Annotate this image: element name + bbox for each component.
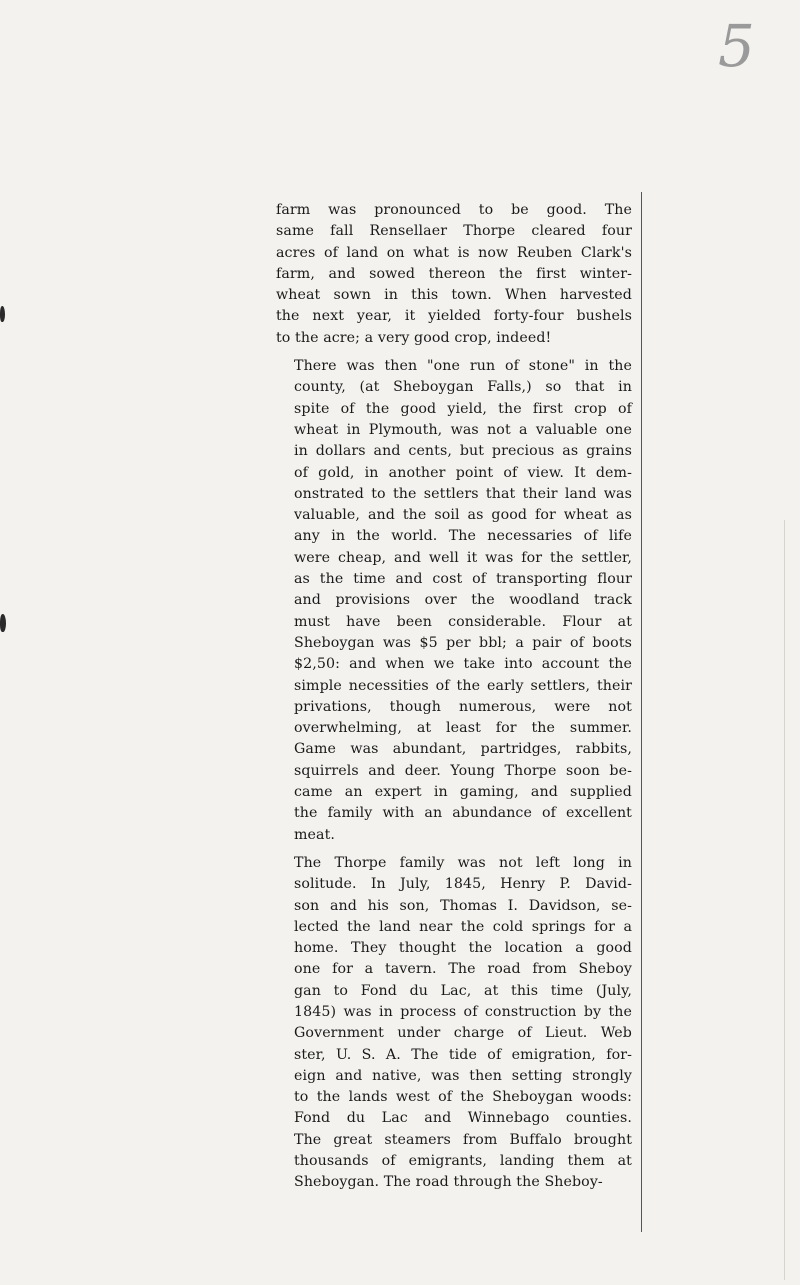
article-line: Game was abundant, partridges, rabbits, <box>294 741 632 758</box>
article-line: Sheboygan. The road through the Sheboy- <box>294 1174 603 1191</box>
article-line: Sheboygan was $5 per bbl; a pair of boots <box>294 634 632 651</box>
article-line: meat. <box>294 826 336 843</box>
article-line: squirrels and deer. Young Thorpe soon be- <box>294 762 632 779</box>
article-line: $2,50: and when we take into account the <box>294 656 632 673</box>
article-line: 1845) was in process of construction by the <box>294 1003 632 1020</box>
article-line: of gold, in another point of view. It dem- <box>294 464 632 481</box>
margin-ink-mark <box>0 306 5 322</box>
article-line: ster, U. S. A. The tide of emigration, for- <box>294 1046 632 1063</box>
margin-ink-mark <box>0 614 6 632</box>
article-line: son and his son, Thomas I. Davidson, se- <box>294 897 632 914</box>
article-line: the next year, it yielded forty-four bushels <box>276 308 632 325</box>
article-line: simple necessities of the early settlers, their <box>294 677 632 694</box>
article-line: home. They thought the location a good <box>294 940 632 957</box>
article-line: thousands of emigrants, landing them at <box>294 1153 632 1170</box>
article-line: farm, and sowed thereon the first winter- <box>276 265 632 282</box>
article-line: eign and native, was then setting strongly <box>294 1067 632 1084</box>
page-number-text: 5 <box>718 12 755 78</box>
article-line: farm was pronounced to be good. The <box>276 202 632 218</box>
article-line: overwhelming, at least for the summer. <box>294 720 632 737</box>
article-line: lected the land near the cold springs for a <box>294 918 632 935</box>
article-line: onstrated to the settlers that their land was <box>294 485 632 502</box>
article-line: wheat in Plymouth, was not a valuable one <box>294 421 632 438</box>
article-line: Government under charge of Lieut. Web <box>294 1025 632 1042</box>
article-line: and provisions over the woodland track <box>294 592 632 609</box>
article-line: There was then "one run of stone" in the <box>294 358 632 375</box>
article-line: solitude. In July, 1845, Henry P. David- <box>294 876 632 893</box>
article-line: The great steamers from Buffalo brought <box>294 1131 632 1148</box>
article-paragraph <box>276 200 632 349</box>
article-line: acres of land on what is now Reuben Clark's <box>276 244 632 261</box>
newspaper-clipping <box>262 192 642 1232</box>
article-line: the family with an abundance of excellent <box>294 805 632 822</box>
handwritten-page-number <box>712 8 782 78</box>
article-line: county, (at Sheboygan Falls,) so that in <box>294 379 632 396</box>
article-line: to the acre; a very good crop, indeed! <box>276 329 552 346</box>
article-line: must have been considerable. Flour at <box>294 613 632 630</box>
article-line: as the time and cost of transporting flour <box>294 571 632 588</box>
article-line: valuable, and the soil as good for wheat as <box>294 507 632 524</box>
article-line: same fall Rensellaer Thorpe cleared four <box>276 223 632 240</box>
article-paragraph <box>276 853 632 1194</box>
article-line: one for a tavern. The road from Sheboy <box>294 961 632 978</box>
article-line: Fond du Lac and Winnebago counties. <box>294 1110 632 1127</box>
article-paragraph <box>276 356 632 846</box>
article-line: in dollars and cents, but precious as grains <box>294 443 632 460</box>
article-line: The Thorpe family was not left long in <box>294 854 632 871</box>
article-line: privations, though numerous, were not <box>294 698 632 715</box>
article-line: gan to Fond du Lac, at this time (July, <box>294 982 632 999</box>
article-line: wheat sown in this town. When harvested <box>276 287 632 304</box>
article-line: spite of the good yield, the first crop of <box>294 400 632 417</box>
article-column <box>276 200 632 1194</box>
article-line: were cheap, and well it was for the settler, <box>294 549 632 566</box>
article-line: any in the world. The necessaries of life <box>294 528 632 545</box>
article-line: to the lands west of the Sheboygan woods: <box>294 1089 632 1106</box>
page-fold-line <box>784 520 785 1280</box>
article-line: came an expert in gaming, and supplied <box>294 784 632 801</box>
